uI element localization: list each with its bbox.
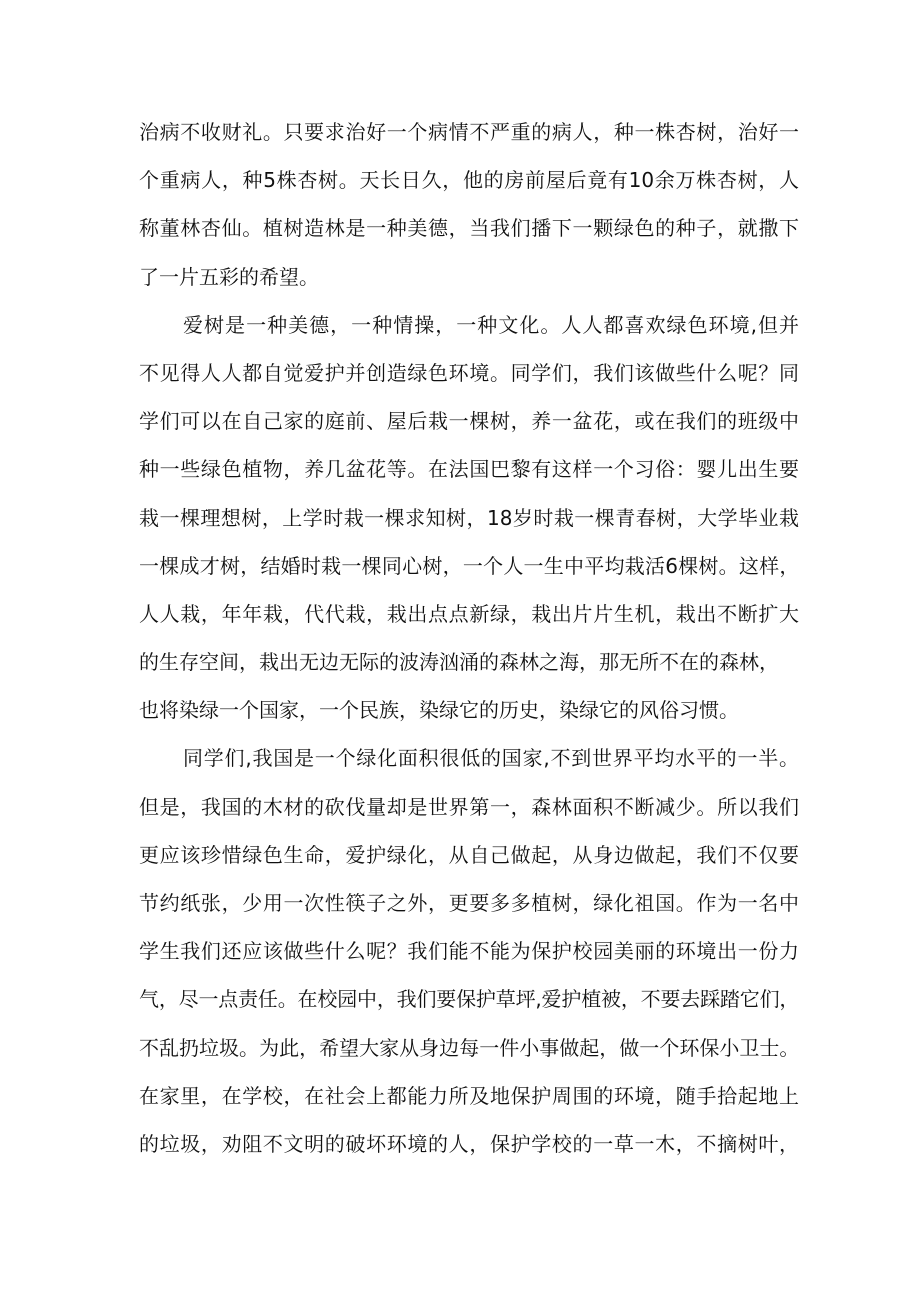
paragraph-line: 称董林杏仙。植树造林是一种美德，当我们播下一颗绿色的种子，就撒下 <box>139 216 799 241</box>
paragraph-line: 种一些绿色植物，养几盆花等。在法国巴黎有这样一个习俗：婴儿出生要 <box>139 457 799 482</box>
paragraph-line: 节约纸张，少用一次性筷子之外，更要多多植树，绿化祖国。作为一名中 <box>139 891 799 915</box>
paragraph-line: 更应该珍惜绿色生命，爱护绿化，从自己做起，从身边做起，我们不仅要 <box>139 842 799 867</box>
paragraph-line: 爱树是一种美德，一种情操，一种文化。人人都喜欢绿色环境,但并 <box>183 312 799 337</box>
paragraph-1 <box>139 108 799 301</box>
paragraph-line: 同学们,我国是一个绿化面积很低的国家,不到世界平均水平的一半。 <box>183 746 799 771</box>
paragraph-line: 一棵成才树，结婚时栽一棵同心树，一个人一生中平均栽活6棵树。这样， <box>139 553 799 578</box>
paragraph-2 <box>139 301 799 735</box>
document-body <box>139 108 799 1168</box>
paragraph-line: 人人栽，年年栽，代代栽，栽出点点新绿，栽出片片生机，栽出不断扩大 <box>139 601 799 626</box>
paragraph-line: 但是，我国的木材的砍伐量却是世界第一，森林面积不断减少。所以我们 <box>139 794 799 819</box>
paragraph-line: 在家里，在学校，在社会上都能力所及地保护周围的环境，随手拾起地上 <box>139 1083 799 1108</box>
paragraph-line: 的生存空间，栽出无边无际的波涛汹涌的森林之海，那无所不在的森林， <box>139 650 779 675</box>
paragraph-line: 治病不收财礼。只要求治好一个病情不严重的病人，种一株杏树，治好一 <box>139 120 799 144</box>
paragraph-line: 栽一棵理想树，上学时栽一棵求知树，18岁时栽一棵青春树，大学毕业栽 <box>139 505 799 530</box>
paragraph-line: 了一片五彩的希望。 <box>139 264 319 289</box>
paragraph-line: 学们可以在自己家的庭前、屋后栽一棵树，养一盆花，或在我们的班级中 <box>139 409 799 434</box>
paragraph-line: 不乱扔垃圾。为此，希望大家从身边每一件小事做起，做一个环保小卫士。 <box>139 1035 799 1060</box>
paragraph-line: 不见得人人都自觉爱护并创造绿色环境。同学们，我们该做些什么呢？同 <box>139 360 799 385</box>
paragraph-line: 的垃圾，劝阻不文明的破坏环境的人，保护学校的一草一木，不摘树叶， <box>139 1131 799 1156</box>
paragraph-3 <box>139 734 799 1168</box>
paragraph-line: 个重病人，种5株杏树。天长日久，他的房前屋后竟有10余万株杏树，人 <box>139 168 799 193</box>
paragraph-line: 也将染绿一个国家，一个民族，染绿它的历史，染绿它的风俗习惯。 <box>139 698 739 723</box>
paragraph-line: 气，尽一点责任。在校园中，我们要保护草坪,爱护植被，不要去踩踏它们， <box>139 987 799 1012</box>
paragraph-line: 学生我们还应该做些什么呢？我们能不能为保护校园美丽的环境出一份力 <box>139 939 799 964</box>
